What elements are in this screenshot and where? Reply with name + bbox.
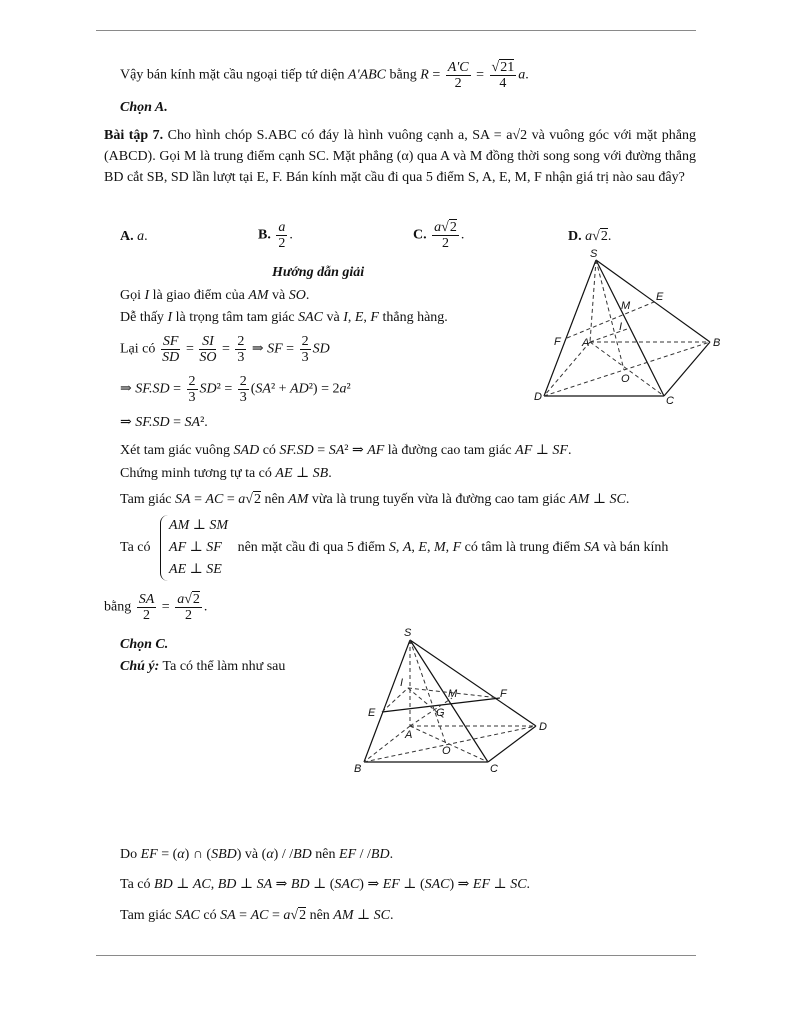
frac-a-c-over-2: $\frac{A'C}{2}$ bbox=[447, 60, 469, 91]
answer-a: Chọn A. bbox=[120, 100, 168, 115]
conclusion-text: Vậy bán kính mặt cầu ngoại tiếp tứ diện A'ABC bằng R = bbox=[120, 67, 441, 83]
step-1: Gọi I là giao điểm của AM và SO. bbox=[120, 288, 310, 303]
fig1-label-f: F bbox=[554, 336, 561, 348]
pyramid-figure-2 bbox=[352, 624, 554, 784]
fig2-label-f: F bbox=[500, 688, 507, 700]
step-7: Chứng minh tương tự ta có AE ⊥ SB. bbox=[120, 466, 332, 481]
step-4: ⇒ SF.SD = $\frac{2}{3}$ SD² = $\frac{2}{3}$ (SA² + AD²) = 2a² bbox=[120, 374, 351, 405]
solution-heading: Hướng dẫn giải bbox=[272, 265, 365, 280]
step-3: Lại có $\frac{SF}{SD}$ = $\frac{SI}{SO}$ = $\frac{2}{3}$ ⇒ SF = $\frac{2}{3}$ SD bbox=[120, 334, 330, 365]
header-rule bbox=[96, 30, 696, 31]
footer-rule bbox=[96, 955, 696, 956]
fig2-label-i: I bbox=[400, 677, 404, 689]
fig1-label-e: E bbox=[656, 291, 664, 303]
fig2-label-c: C bbox=[490, 763, 498, 775]
option-c: C. $\frac{a√2}{2}$ . bbox=[413, 220, 465, 251]
fig2-label-a: A bbox=[405, 729, 413, 741]
fig2-label-s: S bbox=[404, 627, 412, 639]
option-a: A. a. bbox=[120, 229, 148, 244]
fig1-label-a: A bbox=[582, 337, 590, 349]
step-10: Do EF = (α) ∩ (SBD) và (α) / /BD nên EF / /BD. bbox=[120, 847, 394, 862]
step-9-end: bằng $\frac{SA}{2}$ = $\frac{a√2}{2}$ . bbox=[104, 592, 208, 623]
step-9: Ta có AM ⊥ SM AF ⊥ SF AE ⊥ SE nên mặt cầu đi qua 5 điểm S, A, E, M, F có tâm là trung điểm SA và bán kính bbox=[120, 515, 668, 581]
step-8: Tam giác SA = AC = a√2 nên AM vừa là trung tuyến vừa là đường cao tam giác AM ⊥ SC. bbox=[120, 492, 630, 507]
fig2-label-d: D bbox=[539, 721, 547, 733]
fig2-label-b: B bbox=[354, 763, 362, 775]
fig1-label-m: M bbox=[621, 300, 631, 312]
answer-c: Chọn C. bbox=[120, 637, 169, 652]
step-11: Ta có BD ⊥ AC, BD ⊥ SA ⇒ BD ⊥ (SAC) ⇒ EF ⊥ (SAC) ⇒ EF ⊥ SC. bbox=[120, 877, 531, 892]
fig1-label-s: S bbox=[590, 248, 598, 260]
fig1-label-o: O bbox=[621, 373, 630, 385]
exercise-title: Bài tập 7. bbox=[104, 128, 164, 143]
option-d: D. a√2. bbox=[568, 229, 612, 244]
fig2-label-o: O bbox=[442, 745, 451, 757]
step-2: Dễ thấy I là trọng tâm tam giác SAC và I, E, F thẳng hàng. bbox=[120, 310, 448, 325]
fig1-label-c: C bbox=[666, 395, 674, 407]
fig1-label-b: B bbox=[713, 337, 721, 349]
exercise-text: Cho hình chóp S.ABC có đáy là hình vuông cạnh a, SA = a√2 và vuông góc với mặt phẳng (ABCD). Gọi M là trung điểm cạnh SC. Mặt phẳng (α) qua A và M đồng thời song song với đường thẳng BD cắt SB, SD lần lượt tại E, F. Bán kính mặt cầu đi qua 5 điểm S, A, E, M, F nhận giá trị nào sau đây? bbox=[104, 128, 696, 185]
fig2-label-m: M bbox=[448, 688, 458, 700]
step-12: Tam giác SAC có SA = AC = a√2 nên AM ⊥ SC. bbox=[120, 908, 394, 923]
step-6: Xét tam giác vuông SAD có SF.SD = SA² ⇒ AF là đường cao tam giác AF ⊥ SF. bbox=[120, 443, 572, 458]
step-5: ⇒ SF.SD = SA². bbox=[120, 415, 208, 430]
note-line: Chú ý: Ta có thể làm như sau bbox=[120, 659, 286, 674]
fig2-label-g: G bbox=[436, 707, 445, 719]
fig1-label-d: D bbox=[534, 391, 542, 403]
pyramid-figure-1 bbox=[532, 246, 728, 410]
fig2-label-e: E bbox=[368, 707, 376, 719]
frac-sqrt21-over-4: $\frac{√21}{4}$ bbox=[491, 60, 515, 91]
fig1-label-i: I bbox=[619, 321, 623, 333]
conclusion-line: Vậy bán kính mặt cầu ngoại tiếp tứ diện A'ABC bằng R = $\frac{A'C}{2}$ = $\frac{√21}{4}$ a. bbox=[120, 60, 529, 91]
option-b: B. $\frac{a}{2}$ . bbox=[258, 220, 293, 251]
system-brace: AM ⊥ SM AF ⊥ SF AE ⊥ SE bbox=[160, 515, 228, 581]
exercise-statement bbox=[104, 125, 696, 188]
